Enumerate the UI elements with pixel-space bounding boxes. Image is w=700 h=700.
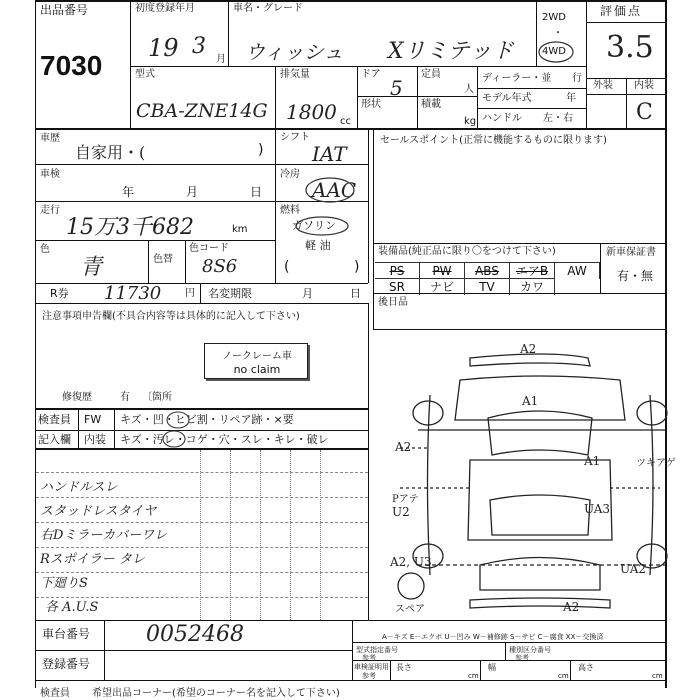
inspection-day-unit: 日	[250, 185, 263, 199]
length-label: 長さ	[396, 663, 412, 672]
rating-score: 3.5	[606, 30, 654, 65]
remark-line: 下廻りS	[40, 576, 88, 591]
legend-text: A－キズ E－エクボ U－凹み W－補修跡 S－サビ C－腐食 XX－交換済	[382, 633, 604, 641]
registration-label: 登録番号	[42, 657, 91, 671]
color-code-value: 8S6	[202, 256, 238, 277]
damage-mark-rear-r: UA2	[620, 562, 647, 576]
recycle-unit: 円	[185, 288, 195, 299]
damage-mark-bonnet: A1	[522, 394, 539, 408]
damage-mark-front: A2	[520, 342, 537, 356]
remark-line: Rスポイラー タレ	[40, 552, 145, 567]
exterior-label: 外装	[593, 80, 613, 91]
drive-2wd: 2WD	[542, 12, 566, 23]
history-close: )	[258, 142, 264, 158]
load-label: 積載	[421, 99, 441, 110]
interior-check-text: キズ・汚レ・コゲ・穴・スレ・キレ・破レ	[120, 433, 329, 446]
height-label: 高さ	[578, 663, 594, 672]
first-reg-month-unit: 月	[216, 54, 226, 65]
cooling-label: 冷房	[280, 169, 300, 180]
equipment-item: ナビ	[420, 278, 465, 295]
chassis-label: 車台番号	[42, 627, 91, 641]
color-code-label: 色コード	[189, 243, 229, 254]
fw-label: FW	[84, 413, 102, 426]
dealer-label: ディーラー・並	[482, 73, 552, 84]
damage-mark-door-r: UA3	[584, 502, 611, 516]
inspection-month-unit: 月	[186, 185, 199, 199]
guarantee-value: 有・無	[617, 269, 654, 283]
mileage-label: 走行	[40, 205, 60, 216]
category-sub: 参考	[515, 654, 529, 662]
damage-mark-fender-l: A2	[395, 440, 412, 454]
repair-value: 有	[120, 392, 130, 403]
fuel-gasoline: ガソリン	[292, 219, 336, 232]
handle-options: 左・右	[543, 113, 573, 124]
fuel-label: 燃料	[280, 205, 300, 216]
lot-number: 7030	[40, 50, 103, 81]
equipment-item: AW	[555, 262, 600, 279]
damage-mark-spare: スペア	[395, 604, 425, 615]
damage-mark-fender-note: ツキアゲ	[636, 458, 676, 469]
car-label: 車名・グレード	[233, 3, 303, 14]
cooling-value: AAC	[312, 178, 357, 202]
no-claim-line1: ノークレーム車	[222, 351, 292, 362]
name-change-day: 日	[350, 287, 361, 300]
displacement-unit: cc	[340, 116, 351, 127]
fuel-open: (	[284, 259, 290, 275]
equipment-item: PS	[375, 262, 420, 279]
recycle-value: 11730	[104, 283, 162, 304]
doors-value: 5	[390, 76, 403, 100]
equipment-item: エアB	[510, 262, 555, 279]
equipment-item: カワ	[510, 278, 555, 295]
model-year-label: モデル年式	[482, 93, 532, 104]
name-change-month: 月	[302, 287, 313, 300]
length-unit: cm	[468, 672, 479, 680]
mileage-unit: km	[232, 224, 248, 235]
remark-line: 各 A.U.S	[45, 600, 99, 615]
footer-label: 検査員	[40, 688, 70, 699]
repaint-label: 色替	[153, 254, 173, 265]
notes-label: 注意事項申告欄(不具合内容等は具体的に記入して下さい)	[42, 311, 300, 322]
damage-mark-rear-bumper: A2	[563, 600, 580, 614]
damage-mark-rear-l: A2, U3	[390, 555, 432, 569]
model-label: 型式	[135, 69, 155, 80]
shift-value: IAT	[312, 142, 347, 166]
equipment-label: 装備品(純正品に限り〇をつけて下さい)	[378, 246, 556, 257]
history-label: 車歴	[40, 133, 60, 144]
category-label: 種別区分番号	[509, 646, 551, 654]
damage-mark-pillar: Pアテ	[392, 494, 419, 505]
shape-label: 形状	[361, 99, 381, 110]
fuel-diesel: 軽 油	[305, 239, 331, 252]
rating-label: 評価点	[600, 4, 643, 18]
type-cert-sub: 参考	[362, 654, 376, 662]
no-claim-line2: no claim	[233, 363, 281, 376]
dimensions-sub: 参考	[362, 672, 376, 680]
inspection-label: 車検	[40, 169, 60, 180]
damage-mark-fender-r: A1	[584, 454, 601, 468]
remark-line: 右Dミラーカバーワレ	[40, 528, 168, 543]
dealer-suffix: 行	[572, 73, 582, 84]
width-unit: cm	[558, 672, 569, 680]
car-name: ウィッシュ	[245, 40, 344, 64]
repair-label: 修復歴	[62, 392, 92, 403]
first-reg-label: 初度登録年月	[135, 3, 195, 14]
model-year-unit: 年	[566, 93, 576, 104]
color-value: 青	[80, 255, 103, 280]
interior-grade: C	[636, 100, 653, 125]
mileage-value: 15万3千682	[66, 215, 194, 240]
doors-label: ドア	[361, 69, 381, 80]
inspection-year-unit: 年	[122, 185, 135, 199]
equipment-item: ABS	[465, 262, 510, 279]
name-change-label: 名変期限	[208, 287, 252, 300]
capacity-unit: 人	[464, 84, 474, 95]
first-reg-year: 19	[148, 34, 179, 62]
inspector-label-2: 記入欄	[38, 433, 71, 446]
dimensions-label: 車検証明用	[354, 663, 389, 671]
displacement-value: 1800	[286, 100, 337, 124]
shift-label: シフト	[280, 132, 310, 143]
damage-mark-door-l: U2	[392, 505, 410, 519]
guarantee-label: 新車保証書	[606, 247, 656, 258]
car-grade: Xリミテッド	[388, 39, 514, 64]
inspector-label-1: 検査員	[38, 413, 71, 426]
repair-suffix: 〔箇所	[142, 392, 172, 403]
sales-points-label: セールスポイント(正常に機能するものに限ります)	[380, 135, 607, 146]
capacity-label: 定員	[421, 69, 441, 80]
footer-text: 希望出品コーナー(希望のコーナー名を記入して下さい)	[92, 688, 340, 699]
load-unit: kg	[464, 116, 477, 127]
equipment-item: PW	[420, 262, 465, 279]
color-label: 色	[40, 244, 50, 255]
first-reg-month: 3	[192, 34, 206, 59]
fuel-close: )	[354, 259, 360, 275]
handle-label: ハンドル	[482, 113, 522, 124]
interior-label: 内装	[634, 80, 654, 91]
remark-line: スタッドレスタイヤ	[40, 504, 157, 519]
height-unit: cm	[652, 672, 663, 680]
equipment-item: SR	[375, 278, 420, 295]
lot-label: 出品番号	[40, 3, 89, 17]
interior-check-label: 内装	[84, 433, 106, 446]
aftermarket-label: 後日品	[378, 297, 408, 308]
drive-4wd: 4WD	[542, 46, 566, 57]
history-value: 自家用・(	[75, 143, 146, 162]
type-cert-label: 型式指定番号	[356, 646, 398, 654]
width-label: 幅	[488, 663, 496, 672]
equipment-item: TV	[465, 278, 510, 295]
recycle-label: R券	[50, 287, 69, 300]
model-value: CBA-ZNE14G	[136, 100, 268, 122]
fw-text: キズ・凹・ヒビ割・リペア跡・×要	[120, 413, 294, 426]
remark-line: ハンドルスレ	[40, 480, 118, 495]
chassis-value: 0052468	[146, 622, 244, 647]
drive-dot: ・	[553, 28, 563, 39]
displacement-label: 排気量	[280, 69, 310, 80]
